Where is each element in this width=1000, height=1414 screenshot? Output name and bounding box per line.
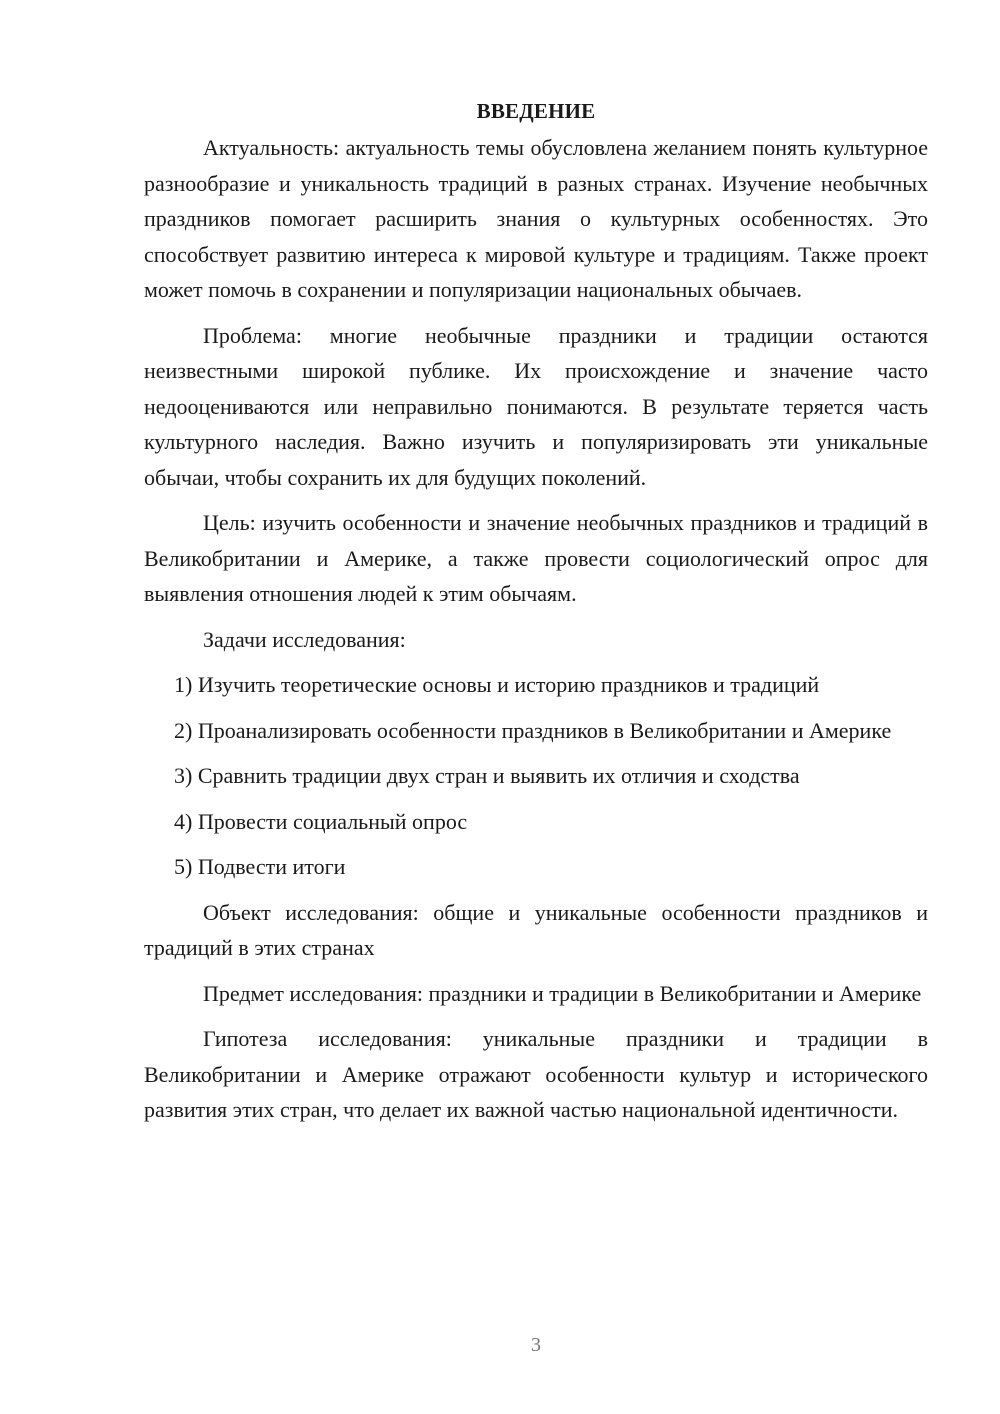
task-item-1: 1) Изучить теоретические основы и историю праздников и традиций bbox=[174, 672, 820, 697]
task-item-3: 3) Сравнить традиции двух стран и выявить их отличия и сходства bbox=[174, 763, 800, 788]
goal-paragraph: Цель: изучить особенности и значение необычных праздников и традиций в Великобритании и Америке, а также провести социологический опрос для выявления отношения людей к этим обычаям. bbox=[144, 510, 928, 606]
task-item-2: 2) Проанализировать особенности праздников в Великобритании и Америке bbox=[174, 717, 892, 743]
relevance-paragraph: Актуальность: актуальность темы обусловлена желанием понять культурное разнообразие и уникальность традиций в разных странах. Изучение необычных праздников помогает расширить знания о культурных особенностях. Это способствует развитию интереса к мировой культуре и традициям. Также проект может помочь в сохранении и популяризации национальных обычаев. bbox=[144, 135, 928, 302]
page-title: ВВЕДЕНИЕ bbox=[476, 99, 596, 123]
document-page bbox=[144, 96, 928, 1138]
hypothesis-paragraph: Гипотеза исследования: уникальные праздники и традиции в Великобритании и Америке отражают особенности культур и исторического развития этих стран, что делает их важной частью национальной идентичности. bbox=[144, 1026, 928, 1122]
task-item-4: 4) Провести социальный опрос bbox=[174, 808, 468, 834]
object-paragraph: Объект исследования: общие и уникальные особенности праздников и традиций в этих странах bbox=[144, 899, 928, 960]
tasks-heading: Задачи исследования: bbox=[203, 626, 406, 652]
task-item-5: 5) Подвести итоги bbox=[174, 854, 346, 879]
page-number: 3 bbox=[531, 1334, 541, 1356]
problem-paragraph: Проблема: многие необычные праздники и традиции остаются неизвестными широкой публике. Их происхождение и значение часто недооцениваются или неправильно понимаются. В результате теряется часть культурного наследия. Важно изучить и популяризировать эти уникальные обычаи, чтобы сохранить их для будущих поколений. bbox=[144, 322, 928, 490]
subject-paragraph: Предмет исследования: праздники и традиции в Великобритании и Америке bbox=[203, 980, 922, 1006]
